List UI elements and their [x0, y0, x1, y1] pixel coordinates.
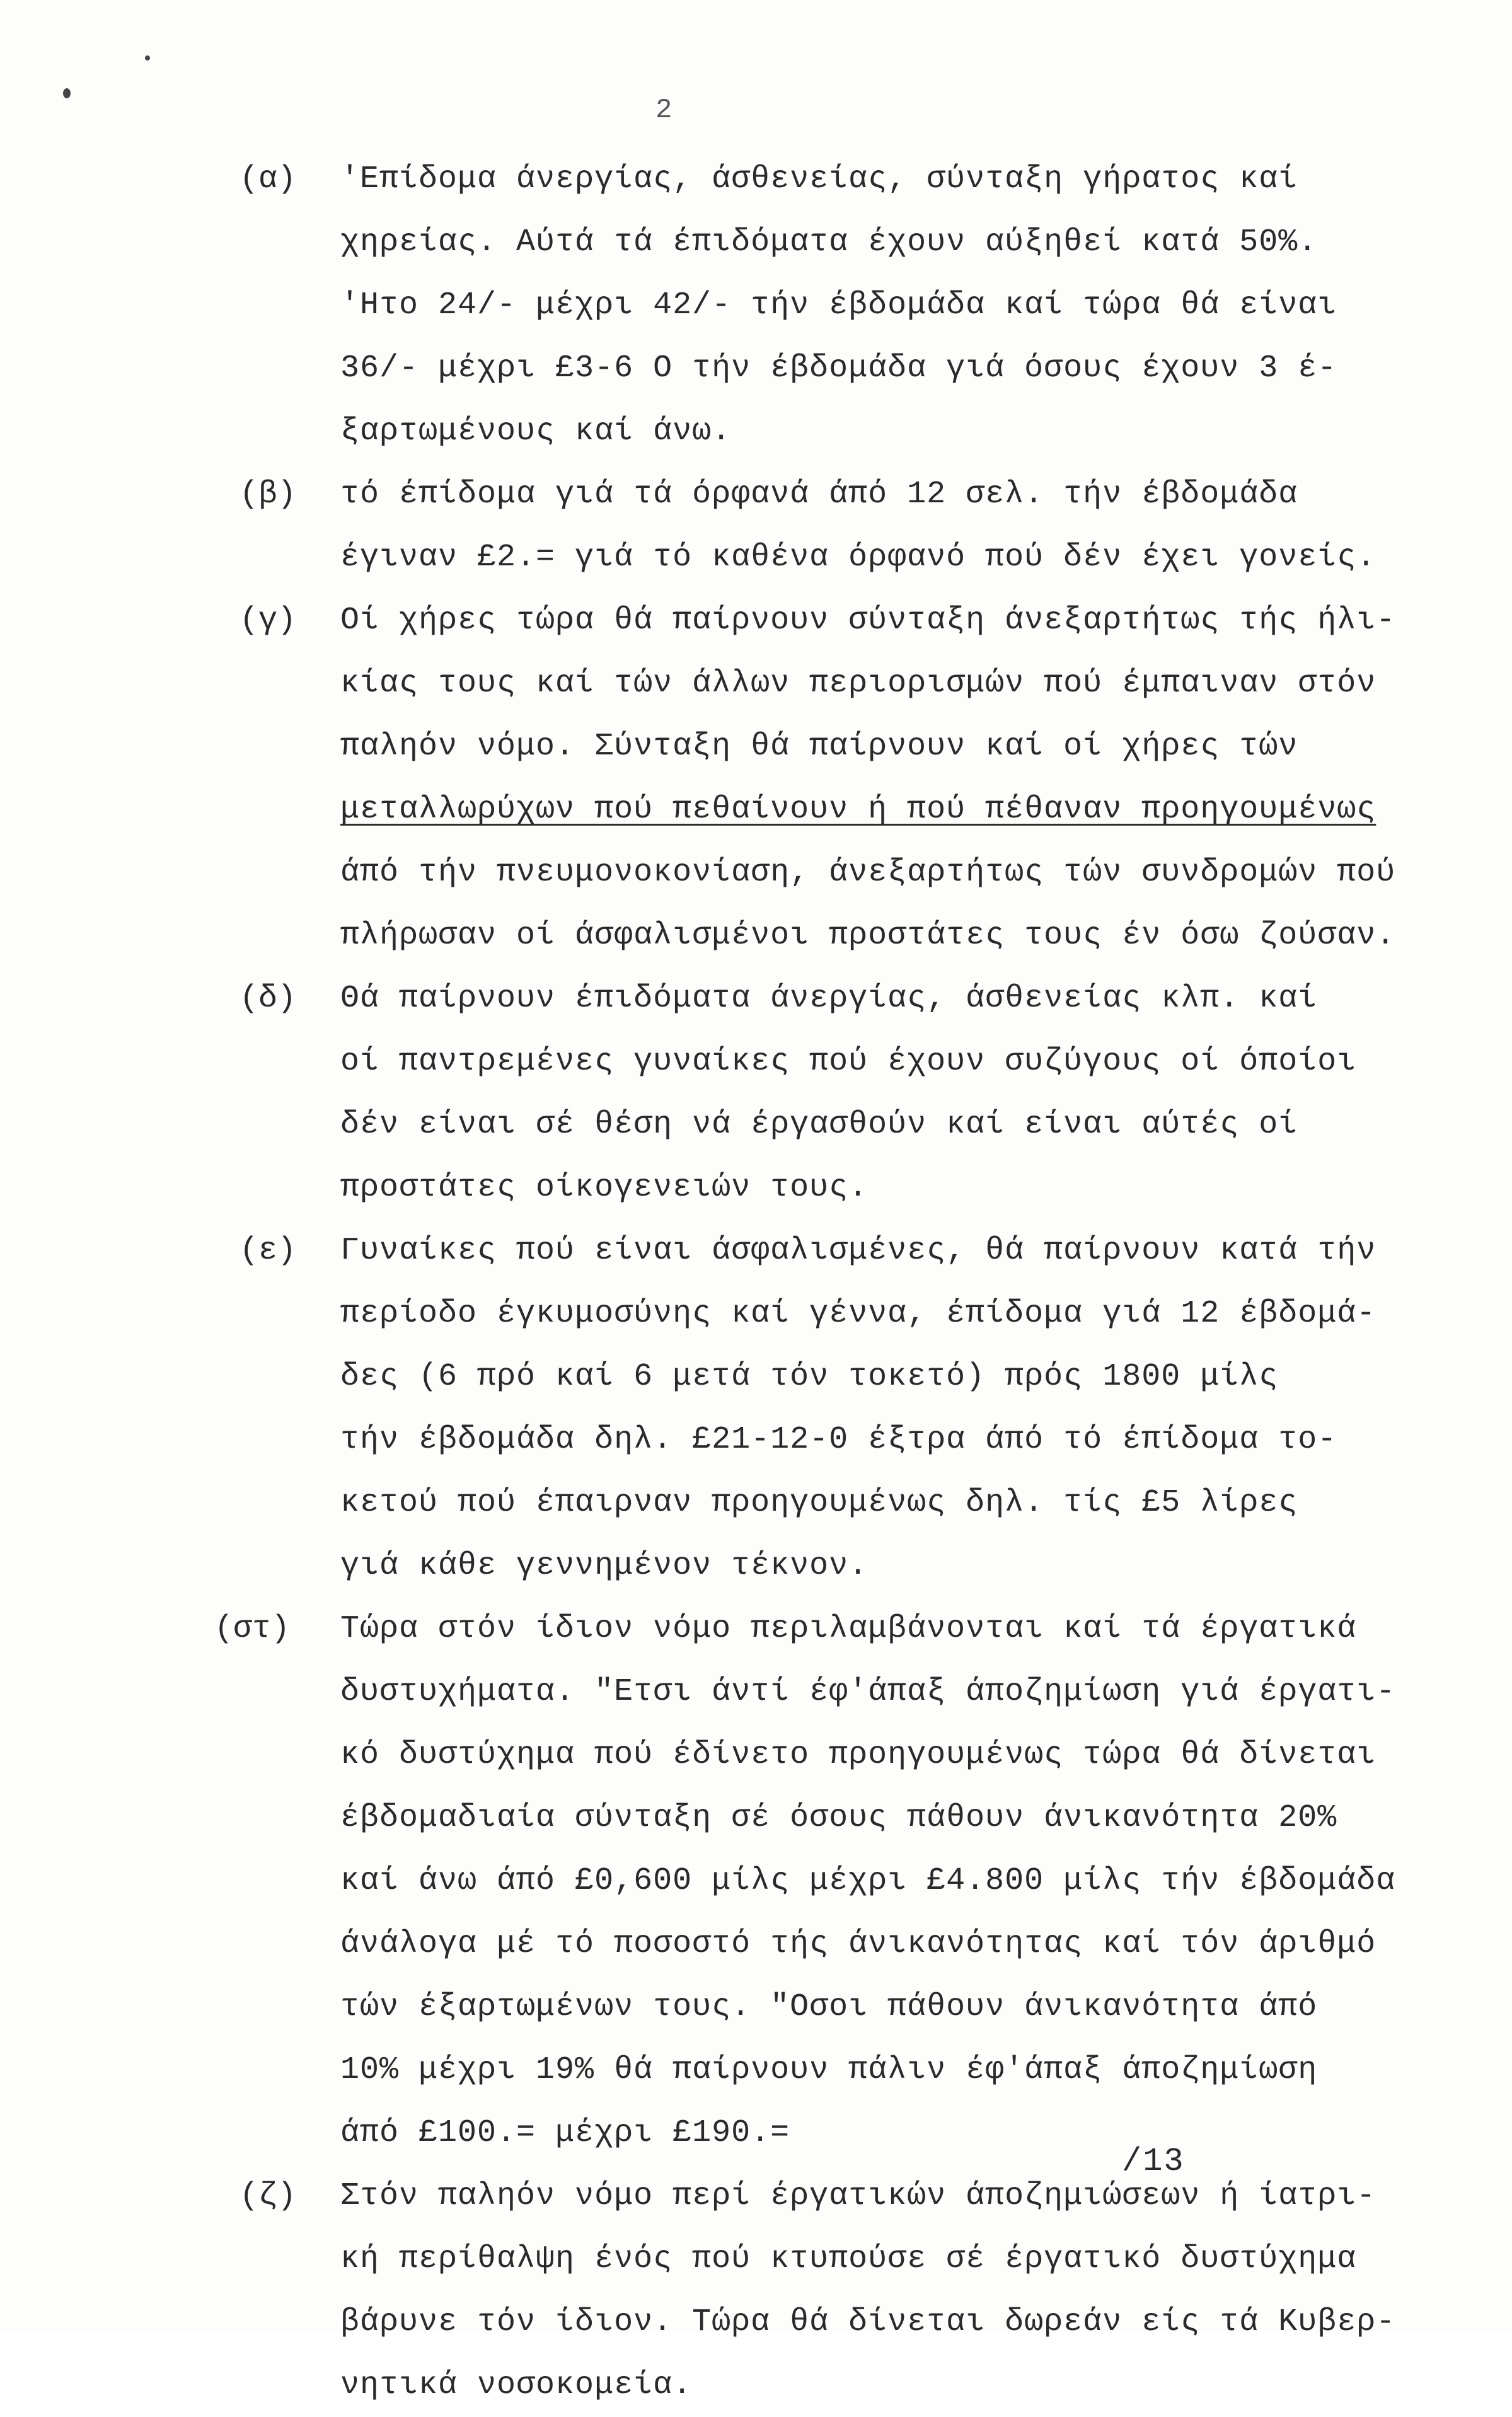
list-item-e	[239, 1220, 1424, 1598]
benefits-list	[214, 148, 1424, 2417]
item-line: Στόν παληόν νόμο περί έργατικών άποζημιώσεων ή ίατρι-	[340, 2178, 1376, 2214]
scan-speck	[63, 88, 71, 98]
item-label: (δ)	[239, 981, 297, 1017]
item-label: (ζ)	[239, 2178, 297, 2214]
list-item-st	[214, 1598, 1424, 2165]
item-label: (ε)	[239, 1233, 297, 1269]
next-page-reference: /13	[1122, 2143, 1185, 2180]
item-line: τό έπίδομα γιά τά όρφανά άπό 12 σελ. τήν έβδομάδα	[340, 476, 1298, 512]
list-item-d	[239, 967, 1424, 1220]
item-line: 'Επίδομα άνεργίας, άσθενείας, σύνταξη γήρατος καί	[340, 161, 1298, 197]
item-line: Τώρα στόν ίδιον νόμο περιλαμβάνονται καί τά έργατικά	[340, 1611, 1357, 1647]
page-number: 2	[655, 95, 676, 126]
item-line: κή περίθαλψη ένός πού κτυπούσε σέ έργατικό δυστύχημα	[340, 2241, 1357, 2277]
list-item-z	[239, 2165, 1424, 2417]
item-line: Οί χήρες τώρα θά παίρνουν σύνταξη άνεξαρτήτως τής ήλι-	[340, 603, 1396, 638]
item-line: 10% μέχρι 19% θά παίρνουν πάλιν έφ'άπαξ άποζημίωση	[340, 2052, 1318, 2088]
item-line: παληόν νόμο. Σύνταξη θά παίρνουν καί οί χήρες τών	[340, 729, 1298, 764]
item-line: καί άνω άπό £0,600 μίλς μέχρι £4.800 μίλς τήν έβδομάδα	[340, 1863, 1396, 1899]
item-line-underlined: μεταλλωρύχων πού πεθαίνουν ή πού πέθαναν προηγουμένως	[340, 792, 1376, 828]
item-label: (β)	[239, 476, 297, 512]
item-line: κό δυστύχημα πού έδίνετο προηγουμένως τώρα θά δίνεται	[340, 1737, 1376, 1773]
item-line: νητικά νοσοκομεία.	[340, 2367, 693, 2403]
item-line: άπό τήν πνευμονοκονίαση, άνεξαρτήτως τών συνδρομών πού	[340, 855, 1396, 891]
item-label: (α)	[239, 161, 297, 197]
item-line: χηρείας. Αύτά τά έπιδόματα έχουν αύξηθεί κατά 50%.	[340, 224, 1318, 260]
item-line: κίας τους καί τών άλλων περιορισμών πού έμπαιναν στόν	[340, 666, 1376, 701]
item-line: δες (6 πρό καί 6 μετά τόν τοκετό) πρός 1800 μίλς	[340, 1359, 1279, 1395]
item-line: Θά παίρνουν έπιδόματα άνεργίας, άσθενείας κλπ. καί	[340, 981, 1318, 1017]
item-line: Γυναίκες πού είναι άσφαλισμένες, θά παίρνουν κατά τήν	[340, 1233, 1376, 1269]
item-line: 36/- μέχρι £3-6 Ο τήν έβδομάδα γιά όσους έχουν 3 έ-	[340, 350, 1337, 386]
item-line: δυστυχήματα. "Ετσι άντί έφ'άπαξ άποζημίωση γιά έργατι-	[340, 1674, 1396, 1710]
item-line: κετού πού έπαιρναν προηγουμένως δηλ. τίς £5 λίρες	[340, 1485, 1298, 1521]
item-line: άνάλογα μέ τό ποσοστό τής άνικανότητας καί τόν άριθμό	[340, 1926, 1376, 1962]
list-item-b	[239, 463, 1424, 589]
item-line: άπό £100.= μέχρι £190.=	[340, 2115, 790, 2151]
item-label: (γ)	[239, 603, 297, 638]
item-line: δέν είναι σέ θέση νά έργασθούν καί είναι αύτές οί	[340, 1107, 1298, 1143]
item-line: έγιναν £2.= γιά τό καθένα όρφανό πού δέν έχει γονείς.	[340, 539, 1376, 575]
item-line: τών έξαρτωμένων τους. "Οσοι πάθουν άνικανότητα άπό	[340, 1989, 1318, 2025]
item-line: οί παντρεμένες γυναίκες πού έχουν συζύγους οί όποίοι	[340, 1044, 1357, 1080]
item-line: βάρυνε τόν ίδιον. Τώρα θά δίνεται δωρεάν είς τά Κυβερ-	[340, 2304, 1396, 2340]
item-line: ξαρτωμένους καί άνω.	[340, 413, 732, 449]
item-line: προστάτες οίκογενειών τους.	[340, 1170, 869, 1206]
item-line: γιά κάθε γεννημένον τέκνον.	[340, 1548, 869, 1584]
item-line: 'Ητο 24/- μέχρι 42/- τήν έβδομάδα καί τώρα θά είναι	[340, 287, 1337, 323]
item-line: περίοδο έγκυμοσύνης καί γέννα, έπίδομα γιά 12 έβδομά-	[340, 1296, 1376, 1332]
scan-speck	[145, 55, 150, 61]
item-line: έβδομαδιαία σύνταξη σέ όσους πάθουν άνικανότητα 20%	[340, 1800, 1337, 1836]
item-label: (στ)	[214, 1611, 291, 1647]
item-line: τήν έβδομάδα δηλ. £21-12-0 έξτρα άπό τό έπίδομα το-	[340, 1422, 1337, 1458]
list-item-a	[239, 148, 1424, 463]
item-line: πλήρωσαν οί άσφαλισμένοι προστάτες τους έν όσω ζούσαν.	[340, 918, 1396, 954]
list-item-c	[239, 589, 1424, 967]
